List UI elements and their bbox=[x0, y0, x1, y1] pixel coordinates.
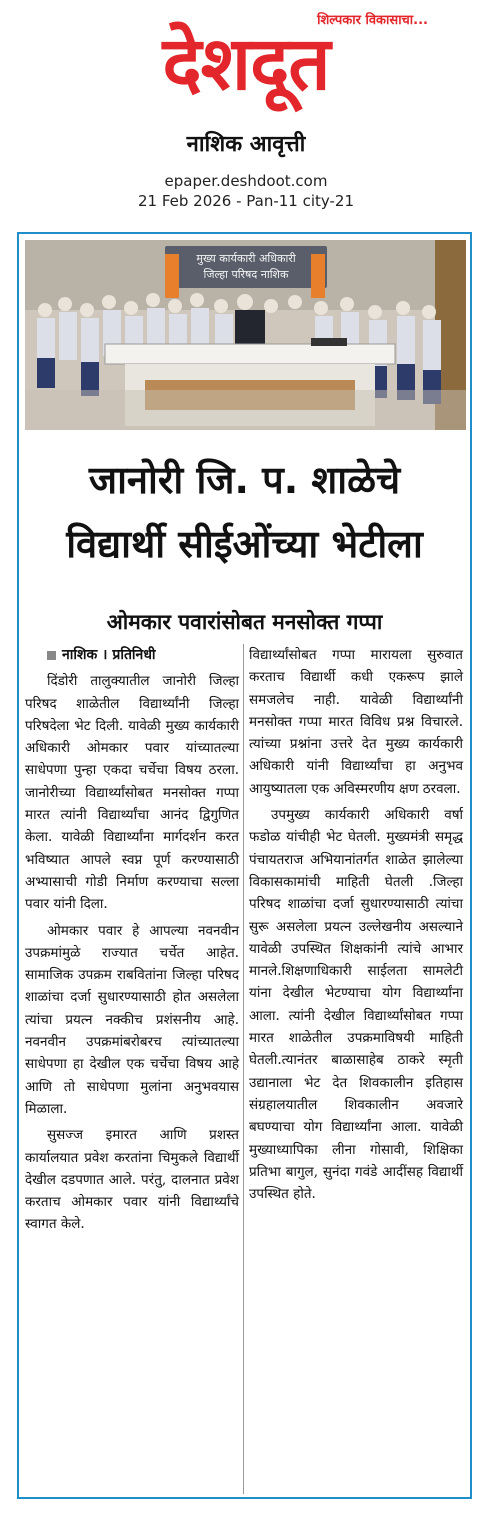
masthead bbox=[0, 0, 492, 224]
byline-text: नाशिक । प्रतिनिधी bbox=[62, 647, 156, 663]
byline-square-icon bbox=[47, 651, 56, 660]
column-divider bbox=[243, 644, 244, 1494]
epaper-url: epaper.deshdoot.com bbox=[164, 172, 328, 190]
students-group-photo bbox=[25, 240, 466, 430]
paragraph: विद्यार्थ्यांसोबत गप्पा मारायला सुरुवात करताच विद्यार्थी कधी एकरूप झाले समजलेच नाही. यावेळी विद्यार्थ्यांनी मनसोक्त गप्पा मारत विविध प्रश्न विचारले. त्यांच्या प्रश्नांना उत्तरे देत मुख्य कार्यकारी अधिकारी यांनी विद्यार्थ्यांचा हा अनुभव आयुष्यातला एक अविस्मरणीय क्षण ठरवला. bbox=[249, 647, 463, 797]
paragraph: ओमकार पवार हे आपल्या नवनवीन उपक्रमांमुळे राज्यात चर्चेत आहेत. सामाजिक उपक्रम राबवितांना जिल्हा परिषद शाळांचा दर्जा सुधारण्यासाठी होत असलेला त्यांचा प्रयत्न नक्कीच प्रशंसनीय आहे. नवनवीन उपक्रमांबरोबरच त्यांच्यातल्या साधेपणा हा देखील एक चर्चेचा विषय आहे आणि तो साधेपणा मुलांना अनुभवयास मिळाला. bbox=[25, 922, 239, 1117]
subheadline: ओमकार पवारांसोबत मनसोक्त गप्पा bbox=[106, 610, 383, 634]
byline bbox=[25, 644, 239, 666]
headline bbox=[19, 448, 470, 576]
headline-line-2: विद्यार्थी सीईओंच्या भेटीला bbox=[66, 522, 423, 566]
paragraph: उपमुख्य कार्यकारी अधिकारी वर्षा फडोळ यांचीही भेट घेतली. मुख्यमंत्री समृद्ध पंचायतराज अभियानांतर्गत शाळेत झालेल्या विकासकामांची माहिती घेतली .जिल्हा परिषद शाळांचा दर्जा सुधारण्यासाठी त्यांचा सुरू असलेला प्रयत्न उल्लेखनीय असल्याने यावेळी उपस्थित शिक्षकांनी त्यांचे आभार मानले.शिक्षणाधिकारी साईलता सामलेटी यांना देखील भेटण्याचा योग विद्यार्थ्यांना आला. त्यांनी देखील विद्यार्थ्यांसोबत गप्पा मारत शाळेतील उपक्रमाविषयी माहिती घेतली.त्यानंतर बाळासाहेब ठाकरे स्मृती उद्यानाला भेट देत शिवकालीन इतिहास संग्रहालयातील शिवकालीन अवजारे बघण्याचा योग विद्यार्थ्यांना आला. यावेळी मुख्याध्यापिका लीना गोसावी, शिक्षिका प्रतिभा बागुल, सुनंदा गवंडे आदींसह विद्यार्थी उपस्थित होते. bbox=[249, 807, 463, 1203]
board-line-1: मुख्य कार्यकारी अधिकारी bbox=[196, 252, 296, 265]
paragraph: दिंडोरी तालुक्यातील जानोरी जिल्हा परिषद शाळेतील विद्यार्थ्यांनी जिल्हा परिषदेला भेट दिली. यावेळी मुख्य कार्यकारी अधिकारी ओमकार पवार यांच्यातल्या साधेपणा पुन्हा एकदा चर्चेचा विषय ठरला. जानोरीच्या विद्यार्थ्यांसोबत मनसोक्त गप्पा मारत त्यांनी विद्यार्थ्यांचा आनंद द्विगुणित केला. यावेळी विद्यार्थ्यांना मार्गदर्शन करत भविष्यात आपले स्वप्न पूर्ण करण्यासाठी अभ्यासाची गोडी निर्माण करण्याचा सल्ला पवार यांनी दिला. bbox=[25, 673, 239, 913]
article-photo bbox=[25, 240, 466, 430]
paragraph: सुसज्ज इमारत आणि प्रशस्त कार्यालयात प्रवेश करतांना चिमुकले विद्यार्थी देखील दडपणात आले. परंतु, दालनात प्रवेश करताच ओमकार पवार यांनी विद्यार्थ्यांचे स्वागत केले. bbox=[25, 1127, 239, 1233]
edition-label: नाशिक आवृत्ती bbox=[186, 132, 306, 157]
board-line-2: जिल्हा परिषद नाशिक bbox=[203, 268, 289, 281]
article-column-right bbox=[249, 644, 463, 1209]
article-column-left bbox=[25, 644, 239, 1240]
news-clipping bbox=[17, 232, 472, 1499]
headline-line-1: जानोरी जि. प. शाळेचे bbox=[88, 458, 401, 502]
brand-logo: देशदूत bbox=[162, 21, 330, 107]
tagline: शिल्पकार विकासाचा... bbox=[317, 13, 428, 28]
dateline: 21 Feb 2026 - Pan-11 city-21 bbox=[137, 192, 355, 210]
